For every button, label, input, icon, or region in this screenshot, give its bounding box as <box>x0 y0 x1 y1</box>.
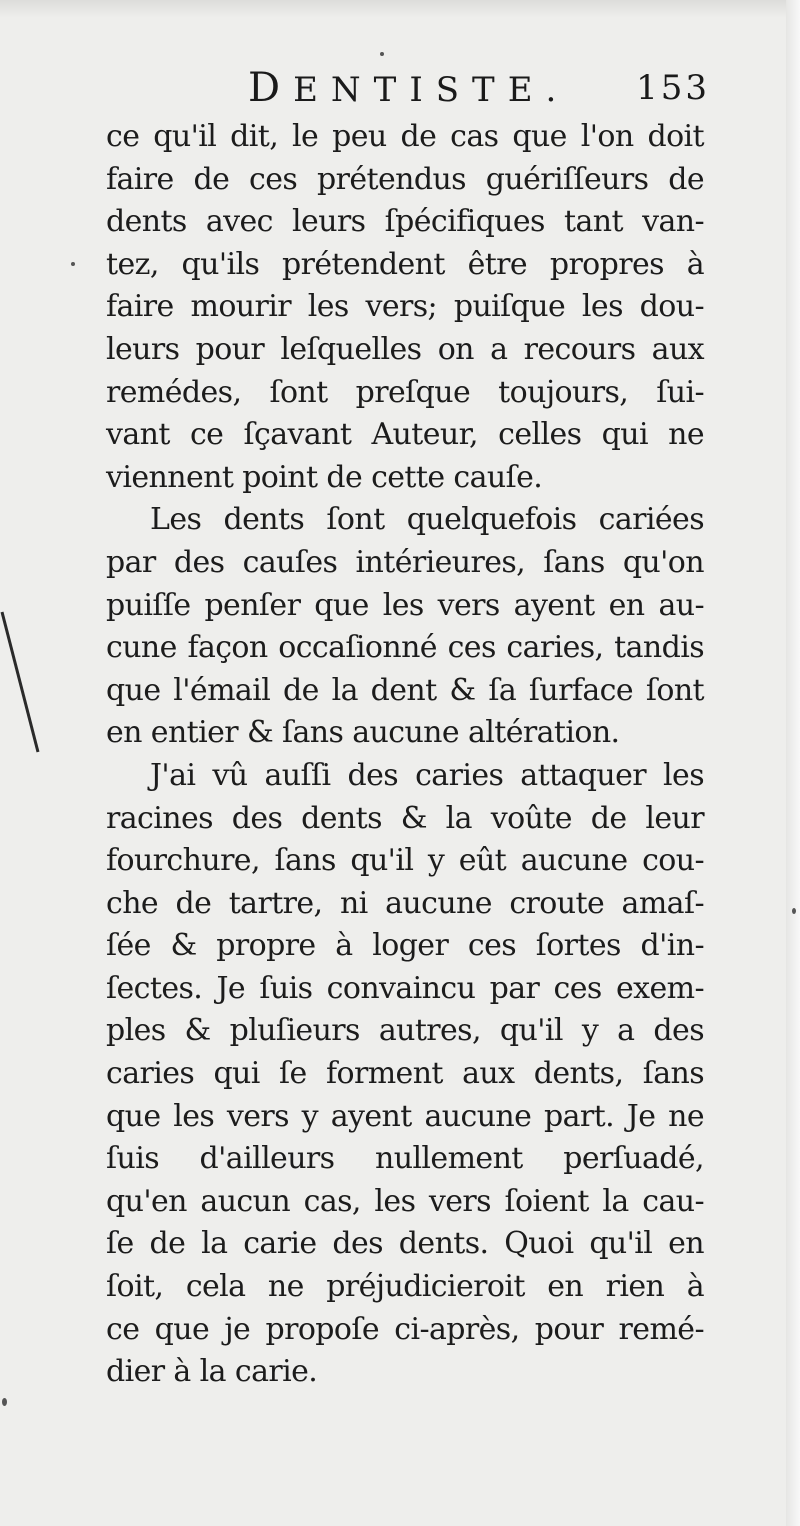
text-line: dier à la carie. <box>106 1354 318 1390</box>
text-line: ſe de la carie des dents. Quoi qu'il en <box>106 1226 704 1262</box>
text-line: racines des dents & la voûte de leur <box>106 800 704 836</box>
text-line: ſée & propre à loger ces ſortes d'in- <box>106 928 704 964</box>
text-line: que les vers y ayent aucune part. Je ne <box>106 1098 704 1134</box>
running-title: DENTISTE. <box>248 65 570 111</box>
ink-speck <box>2 1398 7 1406</box>
text-line: ſectes. Je ſuis convaincu par ces exem- <box>106 970 704 1006</box>
page-top-shadow <box>0 0 800 18</box>
running-head <box>240 66 710 110</box>
text-line: par des cauſes intérieures, ſans qu'on <box>106 544 704 580</box>
text-line: qu'en aucun cas, les vers ſoient la cau- <box>106 1183 704 1219</box>
text-line: puiſſe penſer que les vers ayent en au- <box>106 587 704 623</box>
ink-speck <box>71 262 75 266</box>
text-line: caries qui ſe forment aux dents, ſans <box>106 1056 704 1092</box>
text-line: faire de ces prétendus guériſſeurs de <box>106 161 704 197</box>
text-line: ce que je propoſe ci-après, pour remé- <box>106 1311 704 1347</box>
text-line: J'ai vû auſſi des caries attaquer les <box>150 757 704 793</box>
text-line: che de tartre, ni aucune croute amaſ- <box>106 885 704 921</box>
text-line: ples & pluſieurs autres, qu'il y a des <box>106 1013 704 1049</box>
page-right-shadow <box>786 0 800 1526</box>
text-line: tez, qu'ils prétendent être propres à <box>106 246 704 282</box>
text-line: ce qu'il dit, le peu de cas que l'on doit <box>106 119 704 154</box>
margin-pencil-stroke <box>0 0 60 780</box>
text-line: en entier & ſans aucune altération. <box>106 715 620 751</box>
text-line: Les dents ſont quelquefois cariées <box>150 502 704 538</box>
page-number: 153 <box>636 68 710 108</box>
body-text <box>106 116 704 1394</box>
text-line: viennent point de cette cauſe. <box>106 459 543 495</box>
ink-speck <box>792 908 796 914</box>
text-line: dents avec leurs ſpécifiques tant van- <box>106 204 704 240</box>
text-line: cune façon occaſionné ces caries, tandis <box>106 630 704 666</box>
text-line: remédes, ſont preſque toujours, ſui- <box>106 374 704 410</box>
text-line: faire mourir les vers; puiſque les dou- <box>106 289 704 325</box>
text-line: que l'émail de la dent & ſa ſurface ſont <box>106 672 704 708</box>
ink-speck <box>380 52 384 56</box>
text-line: ſuis d'ailleurs nullement perſuadé, <box>106 1141 704 1177</box>
text-line: vant ce ſçavant Auteur, celles qui ne <box>106 417 704 453</box>
text-line: leurs pour leſquelles on a recours aux <box>106 331 704 367</box>
text-line: fourchure, ſans qu'il y eût aucune cou- <box>106 843 704 879</box>
text-line: ſoit, cela ne préjudicieroit en rien à <box>106 1269 704 1305</box>
